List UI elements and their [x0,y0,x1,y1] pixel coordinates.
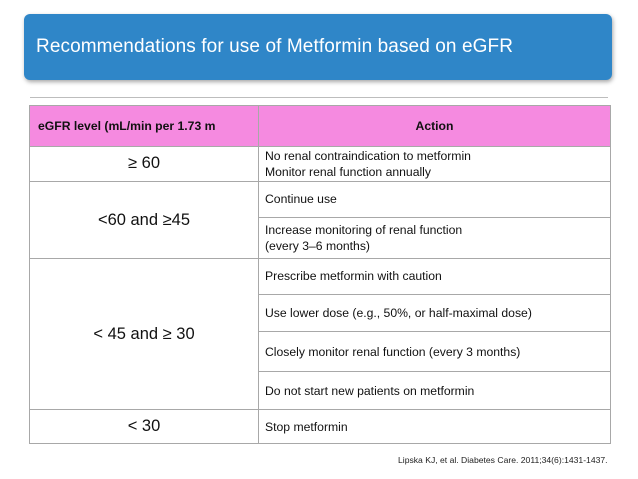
action-text: Monitor renal function annually [265,164,431,179]
action-cell [259,371,611,410]
header-egfr-level: eGFR level (mL/min per 1.73 m [30,106,259,147]
egfr-level-cell: < 30 [30,410,259,444]
action-text: Closely monitor renal function (every 3 months) [265,344,521,359]
action-text: Stop metformin [265,419,348,434]
slide-title: Recommendations for use of Metformin based on eGFR [36,36,514,57]
citation: Lipska KJ, et al. Diabetes Care. 2011;34(6):1431-1437. [398,455,608,465]
table-row [30,182,611,218]
action-text: Continue use [265,192,337,207]
table-row [30,146,611,182]
action-text: No renal contraindication to metformin [265,148,471,163]
egfr-level-cell: < 45 and ≥ 30 [30,259,259,410]
egfr-level-cell: <60 and ≥45 [30,182,259,259]
table-header-row [30,106,611,147]
action-cell [259,410,611,444]
action-text: Do not start new patients on metformin [265,383,475,398]
title-divider [30,97,608,98]
action-cell [259,294,611,332]
header-action: Action [259,106,611,147]
action-cell [259,332,611,372]
action-text: Increase monitoring of renal function [265,222,463,237]
action-text: (every 3–6 months) [265,238,370,253]
action-cell [259,182,611,218]
action-cell [259,146,611,182]
table-row [30,410,611,444]
egfr-level-cell: ≥ 60 [30,146,259,182]
action-cell [259,259,611,295]
slide-title-bar [24,14,612,80]
action-text: Use lower dose (e.g., 50%, or half-maximal dose) [265,306,532,321]
metformin-recommendations-table [29,105,611,444]
action-text: Prescribe metformin with caution [265,269,442,284]
table-row [30,259,611,295]
action-cell [259,217,611,259]
